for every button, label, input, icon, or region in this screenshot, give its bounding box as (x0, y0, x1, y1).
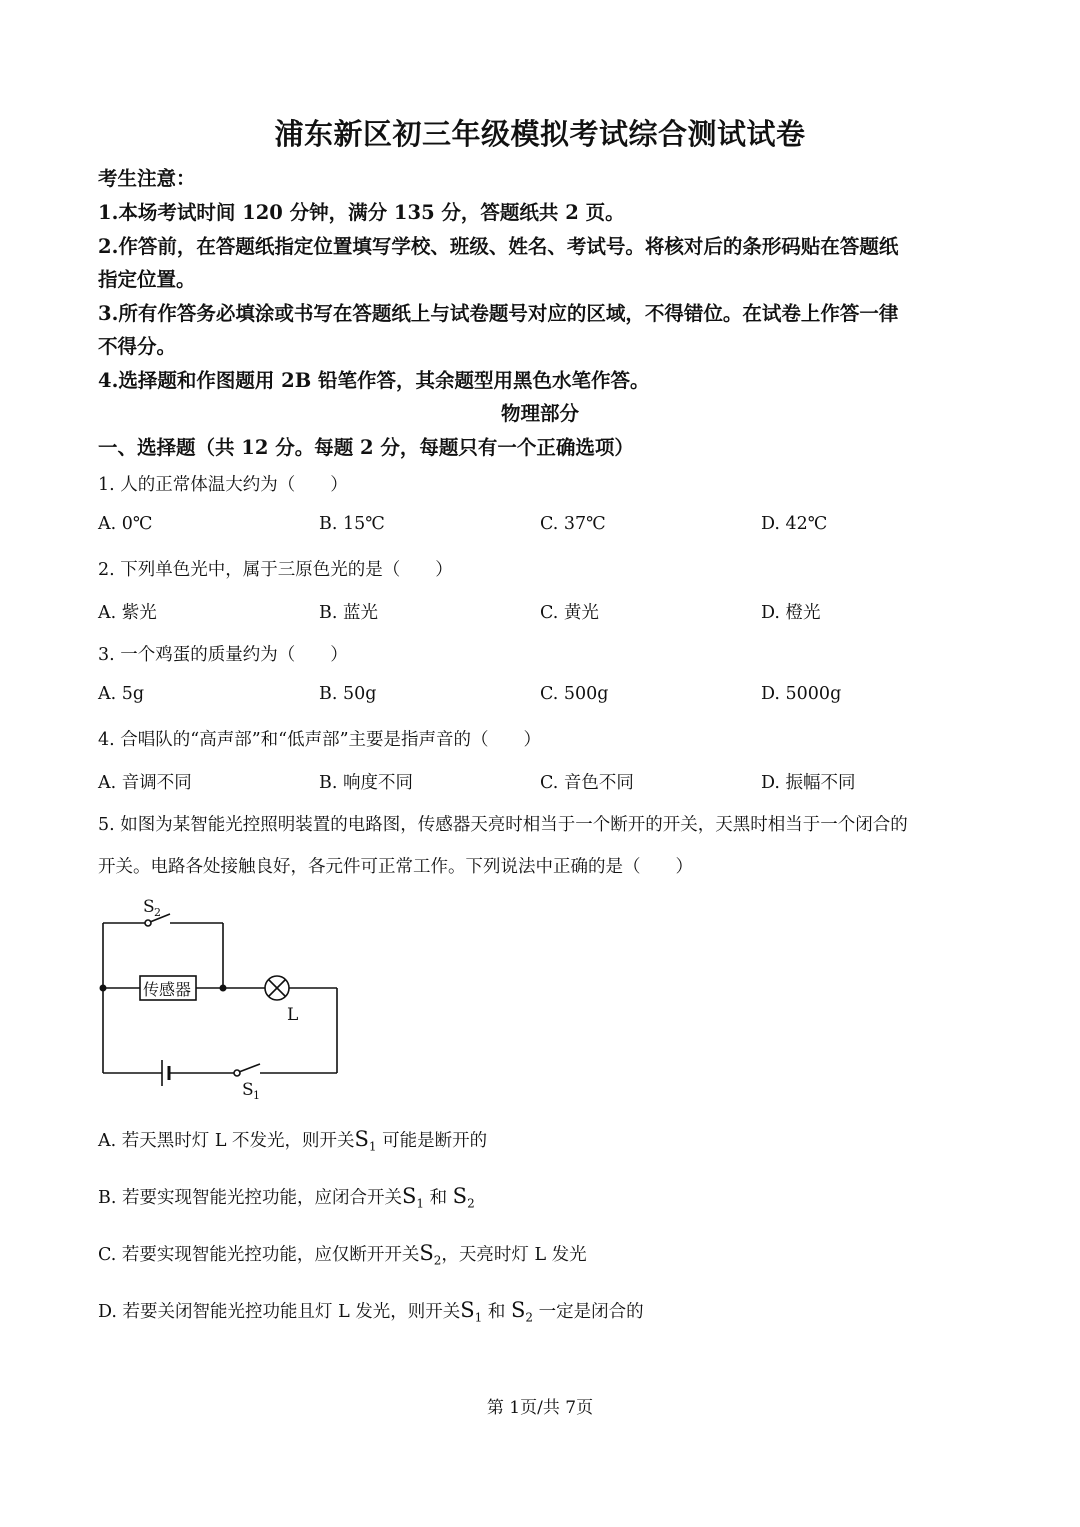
page-title: 浦东新区初三年级模拟考试综合测试试卷 (274, 117, 806, 151)
label-sensor: 传感器 (143, 980, 192, 999)
q5-b-and: 和 (429, 1188, 448, 1208)
q1-option-c: C. 37℃ (540, 514, 606, 534)
page-footer: 第 1页/共 7页 (486, 1398, 594, 1418)
question-2-stem: 2. 下列单色光中，属于三原色光的是（ ） (98, 560, 453, 580)
symbol-sub: 2 (525, 1310, 533, 1325)
question-3-stem: 3. 一个鸡蛋的质量约为（ ） (98, 645, 348, 665)
q5-option-a (98, 1127, 487, 1154)
symbol-s: S (419, 1241, 434, 1265)
symbol-s: S (354, 1127, 369, 1151)
label-s1: S (242, 1080, 254, 1100)
symbol-s: S (460, 1298, 475, 1322)
symbol-s: S (452, 1184, 468, 1208)
symbol-sub: 1 (368, 1139, 377, 1154)
symbol-sub: 1 (416, 1196, 425, 1211)
q2-option-b: B. 蓝光 (319, 603, 378, 623)
section-heading: 一、选择题（共 12 分。每题 2 分，每题只有一个正确选项） (98, 436, 634, 459)
q4-option-c: C. 音色不同 (540, 773, 634, 793)
q3-option-b: B. 50g (319, 684, 377, 704)
q1-option-a: A. 0℃ (98, 514, 153, 534)
q5-a-text: A. 若天黑时灯 L 不发光，则开关 (98, 1131, 355, 1151)
q5-d-text-end: 一定是闭合的 (538, 1302, 644, 1322)
q3-option-c: C. 500g (540, 684, 609, 704)
label-lamp: L (287, 1005, 299, 1025)
label-s2: S (143, 897, 155, 917)
question-5-stem-line-2: 开关。电路各处接触良好，各元件可正常工作。下列说法中正确的是（ ） (98, 857, 693, 877)
q5-d-text: D. 若要关闭智能光控功能且灯 L 发光，则开关 (98, 1302, 461, 1322)
notice-line-3b: 不得分。 (98, 335, 177, 358)
q3-option-d: D. 5000g (761, 684, 842, 704)
symbol-s: S (401, 1184, 417, 1208)
q4-option-b: B. 响度不同 (319, 773, 413, 793)
q2-option-a: A. 紫光 (98, 603, 157, 623)
q2-option-c: C. 黄光 (540, 603, 599, 623)
part-title: 物理部分 (500, 402, 579, 425)
junction-left (100, 985, 107, 992)
q3-option-a: A. 5g (98, 684, 145, 704)
question-4-stem: 4. 合唱队的“高声部”和“低声部”主要是指声音的（ ） (98, 730, 542, 750)
q1-option-d: D. 42℃ (761, 514, 828, 534)
q5-option-b (98, 1184, 475, 1211)
q5-a-text-end: 可能是断开的 (382, 1131, 488, 1151)
q4-option-d: D. 振幅不同 (761, 773, 856, 793)
q2-option-d: D. 橙光 (761, 603, 821, 623)
question-1-stem: 1. 人的正常体温大约为（ ） (98, 475, 348, 495)
q1-option-b: B. 15℃ (319, 514, 385, 534)
symbol-sub: 2 (467, 1196, 475, 1211)
q5-b-text: B. 若要实现智能光控功能，应闭合开关 (98, 1188, 402, 1208)
symbol-sub: 1 (474, 1310, 483, 1325)
junction-right (220, 985, 227, 992)
q5-option-d (98, 1298, 644, 1325)
switch-s1-blade (239, 1064, 260, 1072)
notice-heading: 考生注意： (98, 167, 196, 190)
symbol-sub: 2 (433, 1253, 442, 1268)
label-s1-sub: 1 (253, 1089, 260, 1102)
notice-line-1: 1.本场考试时间 120 分钟，满分 135 分，答题纸共 2 页。 (98, 201, 625, 224)
switch-s2-pivot (145, 920, 151, 926)
notice-line-2a: 2.作答前，在答题纸指定位置填写学校、班级、姓名、考试号。将核对后的条形码贴在答题纸 (98, 235, 899, 258)
question-5-stem-line-1: 5. 如图为某智能光控照明装置的电路图，传感器天亮时相当于一个断开的开关，天黑时相当于一个闭合的 (98, 815, 908, 835)
q5-c-text-end: ，天亮时灯 L 发光 (441, 1245, 587, 1265)
q5-c-text: C. 若要实现智能光控功能，应仅断开开关 (98, 1245, 420, 1265)
notice-line-3a: 3.所有作答务必填涂或书写在答题纸上与试卷题号对应的区域，不得错位。在试卷上作答一律 (98, 302, 899, 325)
notice-line-4: 4.选择题和作图题用 2B 铅笔作答，其余题型用黑色水笔作答。 (98, 369, 650, 392)
circuit-diagram (90, 890, 360, 1105)
label-s2-sub: 2 (154, 906, 161, 919)
symbol-s: S (510, 1298, 526, 1322)
notice-line-2b: 指定位置。 (98, 268, 196, 291)
q5-d-and: 和 (487, 1302, 506, 1322)
switch-s1-pivot (234, 1070, 240, 1076)
q5-option-c (98, 1241, 587, 1268)
q4-option-a: A. 音调不同 (98, 773, 192, 793)
